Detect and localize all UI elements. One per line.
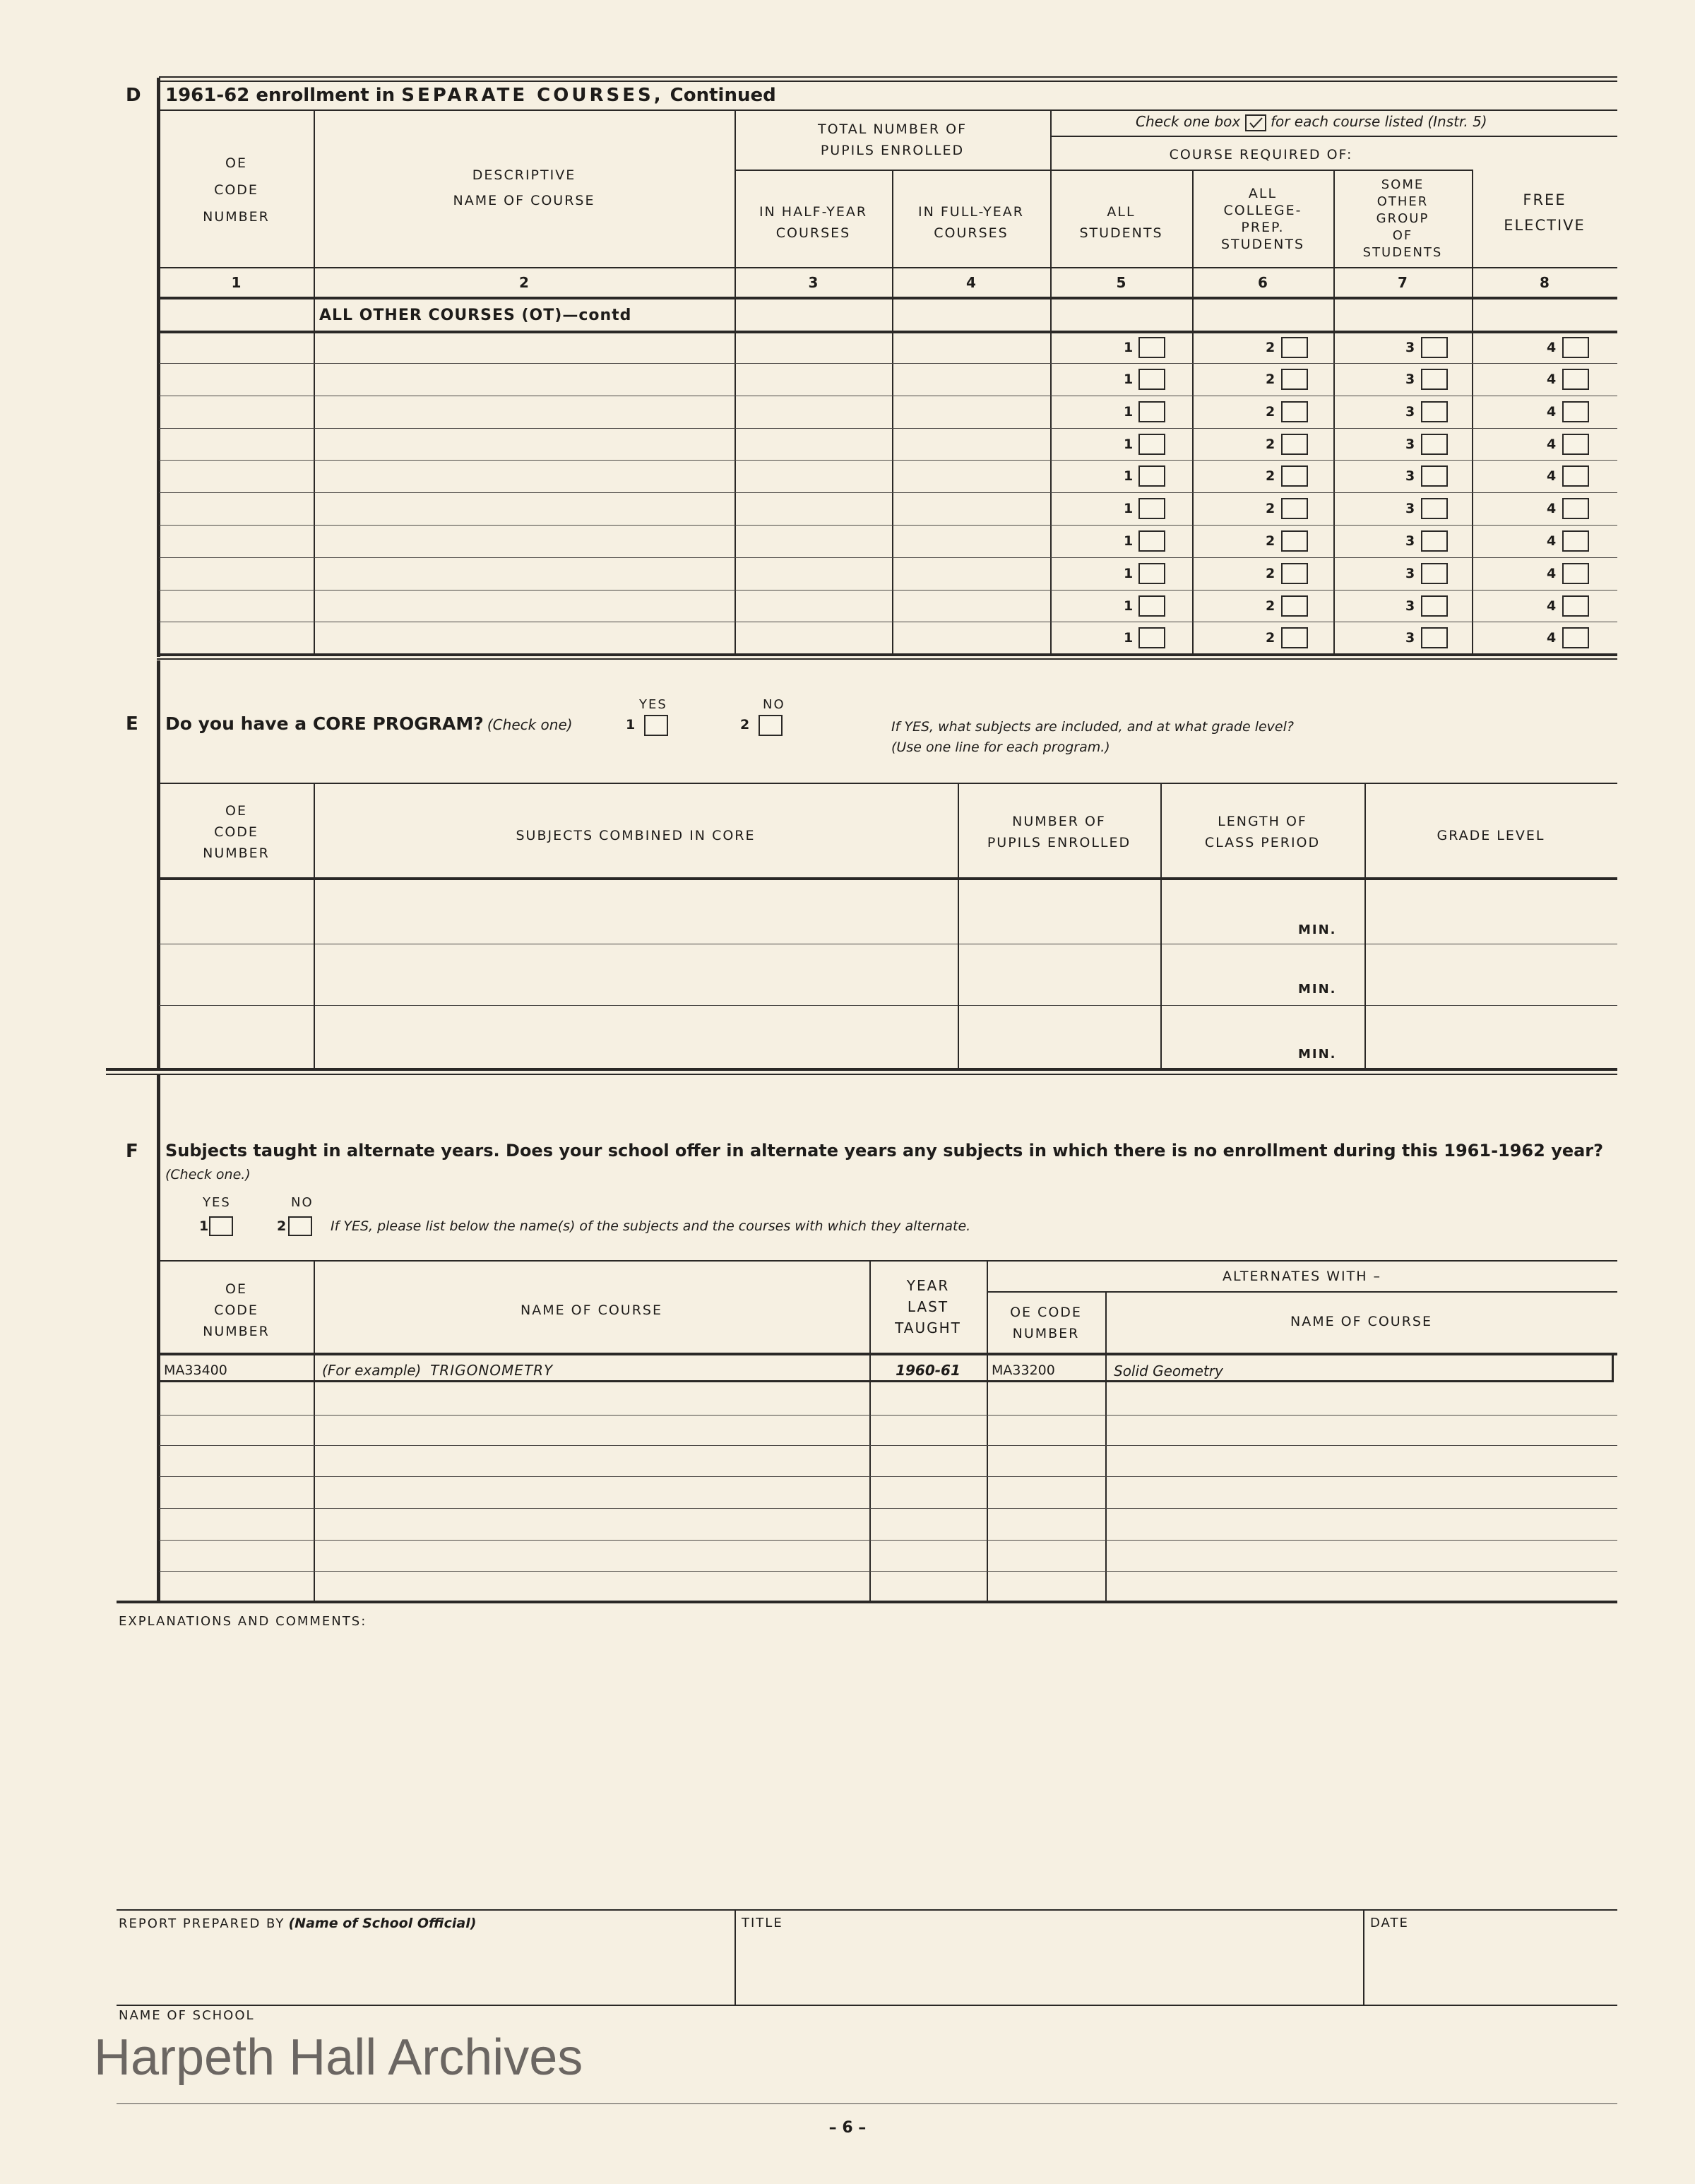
checkbox-number: 4 (1547, 598, 1557, 614)
checkbox-number: 3 (1405, 501, 1415, 516)
checkbox-number: 1 (1124, 372, 1134, 387)
checkbox-number: 2 (1266, 436, 1275, 452)
checkbox-number: 2 (1266, 598, 1275, 614)
col-number-3: 3 (808, 274, 819, 291)
course-required-checkbox[interactable] (1421, 563, 1448, 584)
checkbox-number: 1 (1124, 501, 1134, 516)
course-required-checkbox[interactable] (1421, 369, 1448, 390)
core-note: If YES, what subjects are included, and at what grade level? (Use one line for each program.) (891, 719, 1294, 755)
checkbox-number: 4 (1547, 566, 1557, 581)
checkbox-number: 4 (1547, 404, 1557, 420)
date-label: DATE (1370, 1916, 1409, 1930)
example-alt-oe-code: MA33200 (992, 1363, 1055, 1378)
col-descriptive-name-header: DESCRIPTIVE NAME OF COURSE (453, 167, 595, 208)
core-program-question (165, 713, 573, 734)
course-required-checkbox[interactable] (1562, 337, 1589, 358)
core-yes-checkbox[interactable] (644, 715, 668, 736)
checkbox-number: 4 (1547, 372, 1557, 387)
checkbox-number: 1 (1124, 436, 1134, 452)
section-d-letter: D (126, 85, 141, 106)
example-name-value: TRIGONOMETRY (430, 1362, 554, 1379)
course-required-checkbox[interactable] (1421, 498, 1448, 519)
checkbox-number: 2 (1266, 629, 1275, 646)
alt-col-alt-oe-header: OE CODE NUMBER (1010, 1305, 1082, 1341)
course-required-checkbox[interactable] (1421, 595, 1448, 617)
checkbox-number: 2 (1266, 501, 1275, 516)
core-col-subjects-header: SUBJECTS COMBINED IN CORE (516, 828, 756, 843)
checkbox-number: 2 (1266, 372, 1275, 387)
checkbox-number: 3 (1405, 566, 1415, 581)
course-required-checkbox[interactable] (1562, 401, 1589, 422)
section-e-letter: E (126, 713, 138, 735)
checkbox-number: 3 (1405, 436, 1415, 452)
checkbox-number: 3 (1405, 339, 1415, 355)
archive-watermark: Harpeth Hall Archives (94, 2029, 583, 2086)
course-required-checkbox[interactable] (1421, 434, 1448, 455)
course-required-checkbox[interactable] (1138, 595, 1165, 617)
checkbox-number: 4 (1547, 533, 1557, 549)
name-of-school-label: NAME OF SCHOOL (119, 2008, 255, 2023)
alternate-no-number: 2 (277, 1218, 287, 1234)
course-required-checkbox[interactable] (1281, 498, 1308, 519)
check-instruction-pre: Check one box (1136, 113, 1241, 130)
all-other-courses-subheading: ALL OTHER COURSES (OT)—contd (319, 307, 632, 324)
col-number-7: 7 (1398, 274, 1408, 291)
section-d-title (165, 85, 776, 106)
section-d-title-suffix: Continued (663, 85, 776, 106)
col-total-pupils-header: TOTAL NUMBER OF PUPILS ENROLLED (818, 121, 967, 158)
course-required-checkbox[interactable] (1138, 498, 1165, 519)
alternate-check-one: (Check one.) (165, 1167, 251, 1182)
course-required-checkbox[interactable] (1421, 627, 1448, 648)
checkbox-number: 3 (1405, 629, 1415, 646)
checkbox-number: 3 (1405, 372, 1415, 387)
example-alt-name: Solid Geometry (1114, 1363, 1223, 1379)
col-half-year-header: IN HALF-YEAR COURSES (759, 204, 868, 241)
alternate-no-checkbox[interactable] (288, 1216, 312, 1236)
course-required-checkbox[interactable] (1421, 465, 1448, 487)
core-yes-label: YES (639, 697, 667, 712)
alternate-yes-checkbox[interactable] (209, 1216, 233, 1236)
check-instruction (1136, 113, 1487, 131)
alternate-note: If YES, please list below the name(s) of the subjects and the courses with which they alternate. (331, 1218, 971, 1234)
core-question-check: (Check one) (487, 716, 573, 733)
col-number-5: 5 (1116, 274, 1126, 291)
course-required-checkbox[interactable] (1281, 465, 1308, 487)
col-number-1: 1 (231, 274, 242, 291)
checkbox-number: 2 (1266, 404, 1275, 420)
course-required-checkbox[interactable] (1281, 627, 1308, 648)
checkbox-number: 1 (1124, 339, 1134, 355)
prepared-by-text: REPORT PREPARED BY (119, 1916, 285, 1931)
checkmark-box-icon (1245, 114, 1266, 131)
checkbox-number: 1 (1124, 598, 1134, 614)
alternate-no-label: NO (291, 1195, 314, 1210)
course-required-checkbox[interactable] (1562, 498, 1589, 519)
checkbox-number: 1 (1124, 629, 1134, 646)
col-course-required-header: COURSE REQUIRED OF: (1169, 147, 1353, 162)
checkbox-number: 3 (1405, 468, 1415, 484)
alternate-yes-number: 1 (199, 1218, 209, 1234)
section-d-title-emph: SEPARATE COURSES, (401, 85, 664, 106)
checkbox-number: 4 (1547, 339, 1557, 355)
checkbox-number: 4 (1547, 468, 1557, 484)
core-col-pupils-header: NUMBER OF PUPILS ENROLLED (987, 814, 1131, 850)
checkbox-number: 1 (1124, 404, 1134, 420)
col-all-students-header: ALL STUDENTS (1079, 204, 1163, 241)
section-d-title-prefix: 1961-62 enrollment in (165, 85, 402, 106)
course-required-checkbox[interactable] (1281, 434, 1308, 455)
course-required-checkbox[interactable] (1421, 530, 1448, 552)
course-required-checkbox[interactable] (1421, 337, 1448, 358)
course-required-checkbox[interactable] (1281, 337, 1308, 358)
course-required-checkbox[interactable] (1138, 530, 1165, 552)
checkbox-number: 2 (1266, 339, 1275, 355)
course-required-checkbox[interactable] (1281, 401, 1308, 422)
checkbox-number: 2 (1266, 533, 1275, 549)
checkbox-number: 1 (1124, 566, 1134, 581)
alt-col-year-header: YEAR LAST TAUGHT (895, 1277, 961, 1336)
course-required-checkbox[interactable] (1562, 563, 1589, 584)
col-number-6: 6 (1258, 274, 1268, 291)
course-required-checkbox[interactable] (1138, 563, 1165, 584)
prepared-by-note: (Name of School Official) (288, 1916, 477, 1931)
col-free-elective-header: FREE ELECTIVE (1504, 191, 1586, 234)
course-required-checkbox[interactable] (1138, 627, 1165, 648)
course-required-checkbox[interactable] (1562, 369, 1589, 390)
core-col-oe-header: OE CODE NUMBER (203, 803, 270, 861)
alt-col-oe-header: OE CODE NUMBER (203, 1281, 270, 1339)
checkbox-number: 1 (1124, 533, 1134, 549)
col-number-2: 2 (519, 274, 529, 291)
explanations-label: EXPLANATIONS AND COMMENTS: (119, 1614, 367, 1629)
alt-col-name-header: NAME OF COURSE (521, 1302, 662, 1318)
checkbox-number: 3 (1405, 598, 1415, 614)
col-number-8: 8 (1540, 274, 1550, 291)
course-required-checkbox[interactable] (1281, 563, 1308, 584)
course-required-checkbox[interactable] (1138, 369, 1165, 390)
page-number: – 6 – (828, 2119, 867, 2137)
course-required-checkbox[interactable] (1562, 434, 1589, 455)
min-label-row-2: MIN. (1298, 982, 1337, 997)
checkbox-number: 4 (1547, 436, 1557, 452)
core-yes-number: 1 (626, 717, 636, 732)
example-name-prefix: (For example) (322, 1362, 422, 1379)
col-other-group-header: SOME OTHER GROUP OF STUDENTS (1362, 177, 1443, 260)
core-col-grade-header: GRADE LEVEL (1437, 828, 1545, 843)
core-no-checkbox[interactable] (759, 715, 783, 736)
course-required-checkbox[interactable] (1138, 434, 1165, 455)
checkbox-number: 2 (1266, 566, 1275, 581)
checkbox-number: 4 (1547, 501, 1557, 516)
core-no-number: 2 (740, 717, 750, 732)
course-required-checkbox[interactable] (1138, 465, 1165, 487)
min-label-row-1: MIN. (1298, 922, 1337, 937)
course-required-checkbox[interactable] (1138, 401, 1165, 422)
check-instruction-post: for each course listed (Instr. 5) (1270, 113, 1487, 130)
course-required-checkbox[interactable] (1562, 627, 1589, 648)
alt-col-alt-name-header: NAME OF COURSE (1290, 1314, 1432, 1329)
col-oe-code-header: OE CODE NUMBER (203, 155, 270, 225)
course-required-checkbox[interactable] (1281, 595, 1308, 617)
checkbox-number: 4 (1547, 629, 1557, 646)
course-required-checkbox[interactable] (1562, 595, 1589, 617)
alternate-years-question: Subjects taught in alternate years. Does your school offer in alternate years any subjects in which there is no enrollment during this 1961-1962 year? (165, 1141, 1604, 1161)
core-no-label: NO (763, 697, 785, 712)
course-required-checkbox[interactable] (1421, 401, 1448, 422)
checkbox-number: 3 (1405, 404, 1415, 420)
course-required-checkbox[interactable] (1281, 530, 1308, 552)
alternate-yes-label: YES (203, 1195, 231, 1210)
col-college-prep-header: ALL COLLEGE- PREP. STUDENTS (1220, 186, 1305, 252)
col-full-year-header: IN FULL-YEAR COURSES (918, 204, 1024, 241)
core-col-length-header: LENGTH OF CLASS PERIOD (1204, 814, 1321, 850)
alt-col-alternates-header: ALTERNATES WITH – (1222, 1269, 1382, 1284)
course-required-checkbox[interactable] (1138, 337, 1165, 358)
course-required-checkbox[interactable] (1562, 530, 1589, 552)
checkbox-number: 1 (1124, 468, 1134, 484)
min-label-row-3: MIN. (1298, 1047, 1337, 1062)
example-year: 1960-61 (896, 1362, 961, 1379)
section-f-letter: F (126, 1141, 138, 1162)
title-label: TITLE (742, 1916, 783, 1930)
checkbox-number: 3 (1405, 533, 1415, 549)
example-oe-code: MA33400 (164, 1363, 227, 1378)
prepared-by-label (119, 1916, 476, 1931)
checkbox-number: 2 (1266, 468, 1275, 484)
core-question-emph: CORE PROGRAM? (312, 713, 484, 734)
core-question-pre: Do you have a (165, 713, 313, 734)
col-number-4: 4 (966, 274, 976, 291)
course-required-checkbox[interactable] (1562, 465, 1589, 487)
course-required-checkbox[interactable] (1281, 369, 1308, 390)
example-name (322, 1362, 553, 1379)
